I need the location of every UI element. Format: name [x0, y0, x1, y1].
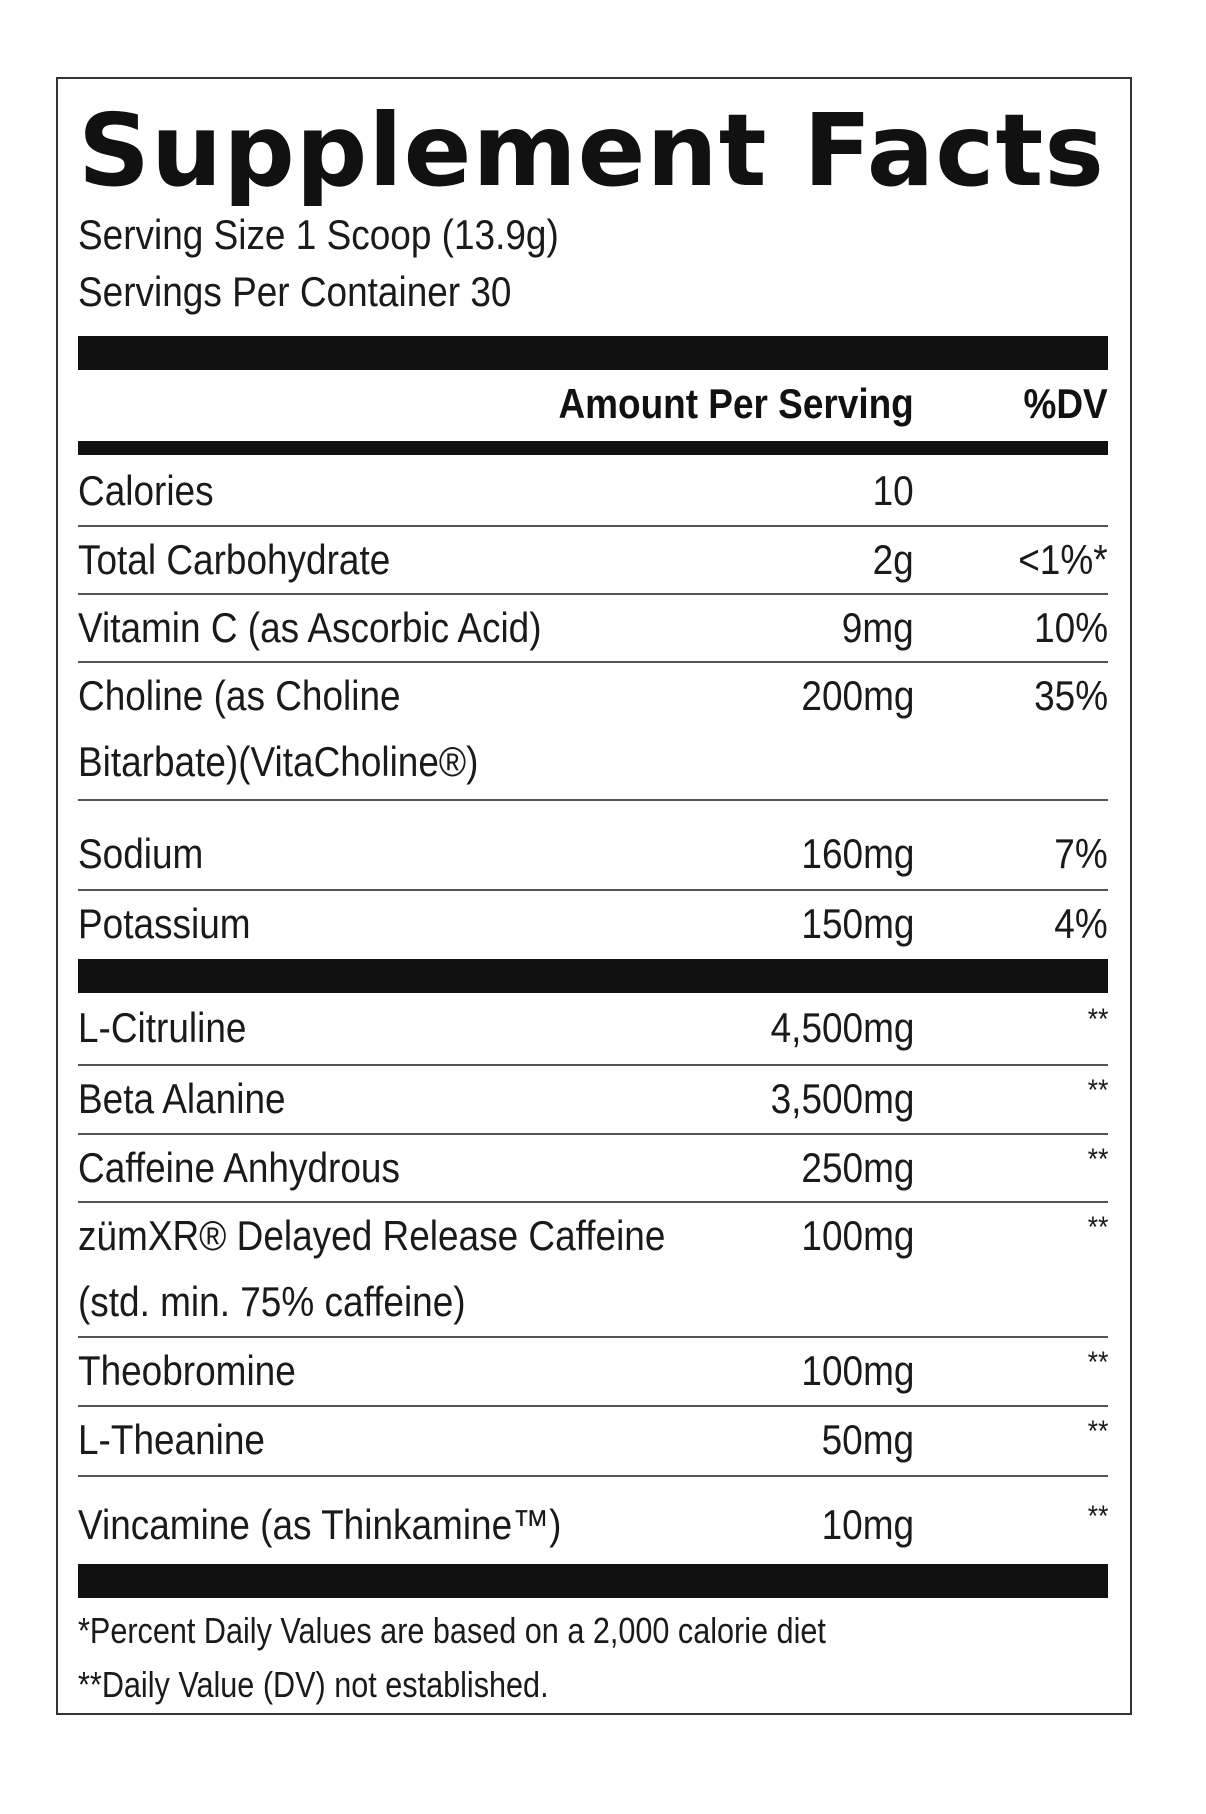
nutrient-amount: 160mg [800, 830, 914, 877]
thick-divider-middle [78, 959, 1108, 993]
ingredient-name: L-Citruline [78, 1004, 247, 1051]
nutrient-name: Potassium [78, 900, 251, 947]
ingredient-dv: ** [1087, 1003, 1108, 1036]
ingredient-name: zümXR® Delayed Release Caffeine (std. min. 75% caffeine) [78, 1212, 666, 1325]
nutrient-dv: 4% [1054, 900, 1108, 947]
ingredient-dv: ** [1087, 1074, 1108, 1107]
ingredient-name: Beta Alanine [78, 1075, 286, 1122]
nutrient-dv: <1%* [1018, 536, 1108, 583]
servings-per-container: Servings Per Container 30 [78, 268, 512, 315]
nutrient-dv: 7% [1054, 830, 1108, 877]
nutrient-amount: 2g [872, 536, 914, 583]
ingredient-dv: ** [1087, 1346, 1108, 1379]
label-content [78, 79, 1108, 1713]
row-divider [78, 1475, 1108, 1477]
footnote-dv-not-established: **Daily Value (DV) not established. [78, 1664, 549, 1705]
header-divider [78, 441, 1108, 455]
serving-size: Serving Size 1 Scoop (13.9g) [78, 211, 559, 258]
ingredient-dv: ** [1087, 1143, 1108, 1176]
nutrient-amount: 9mg [842, 604, 914, 651]
nutrient-name: Calories [78, 467, 214, 514]
daily-value-header: %DV [1023, 380, 1108, 427]
row-divider [78, 799, 1108, 801]
ingredient-amount: 3,500mg [770, 1075, 914, 1122]
ingredient-amount: 100mg [800, 1347, 914, 1394]
ingredient-amount: 250mg [800, 1144, 914, 1191]
supplement-facts-label [56, 77, 1132, 1715]
nutrient-dv: 35% [1034, 672, 1108, 719]
thick-divider-top [78, 336, 1108, 370]
ingredient-dv: ** [1087, 1500, 1108, 1533]
nutrient-amount: 10 [872, 467, 914, 514]
ingredient-dv: ** [1087, 1211, 1108, 1244]
nutrient-amount: 150mg [800, 900, 914, 947]
ingredient-name: L-Theanine [78, 1416, 265, 1463]
nutrient-name: Sodium [78, 830, 204, 877]
ingredient-amount: 50mg [821, 1416, 914, 1463]
ingredient-amount: 10mg [821, 1501, 914, 1548]
ingredient-name: Vincamine (as Thinkamine™) [78, 1501, 562, 1548]
nutrient-dv: 10% [1034, 604, 1108, 651]
thick-divider-bottom [78, 1564, 1108, 1598]
ingredient-amount: 4,500mg [770, 1004, 914, 1051]
nutrient-amount: 200mg [800, 672, 914, 719]
ingredient-dv: ** [1087, 1415, 1108, 1448]
nutrient-name: Total Carbohydrate [78, 536, 391, 583]
ingredient-amount: 100mg [800, 1212, 914, 1259]
ingredient-name: Theobromine [78, 1347, 296, 1394]
label-title: Supplement Facts [78, 92, 1105, 209]
nutrient-name: Vitamin C (as Ascorbic Acid) [78, 604, 542, 651]
nutrient-name: Choline (as Choline Bitarbate)(VitaCholine®) [78, 672, 479, 785]
ingredient-name: Caffeine Anhydrous [78, 1144, 400, 1191]
amount-per-serving-header: Amount Per Serving [558, 380, 914, 427]
footnote-percent-dv: *Percent Daily Values are based on a 2,000 calorie diet [78, 1610, 826, 1651]
